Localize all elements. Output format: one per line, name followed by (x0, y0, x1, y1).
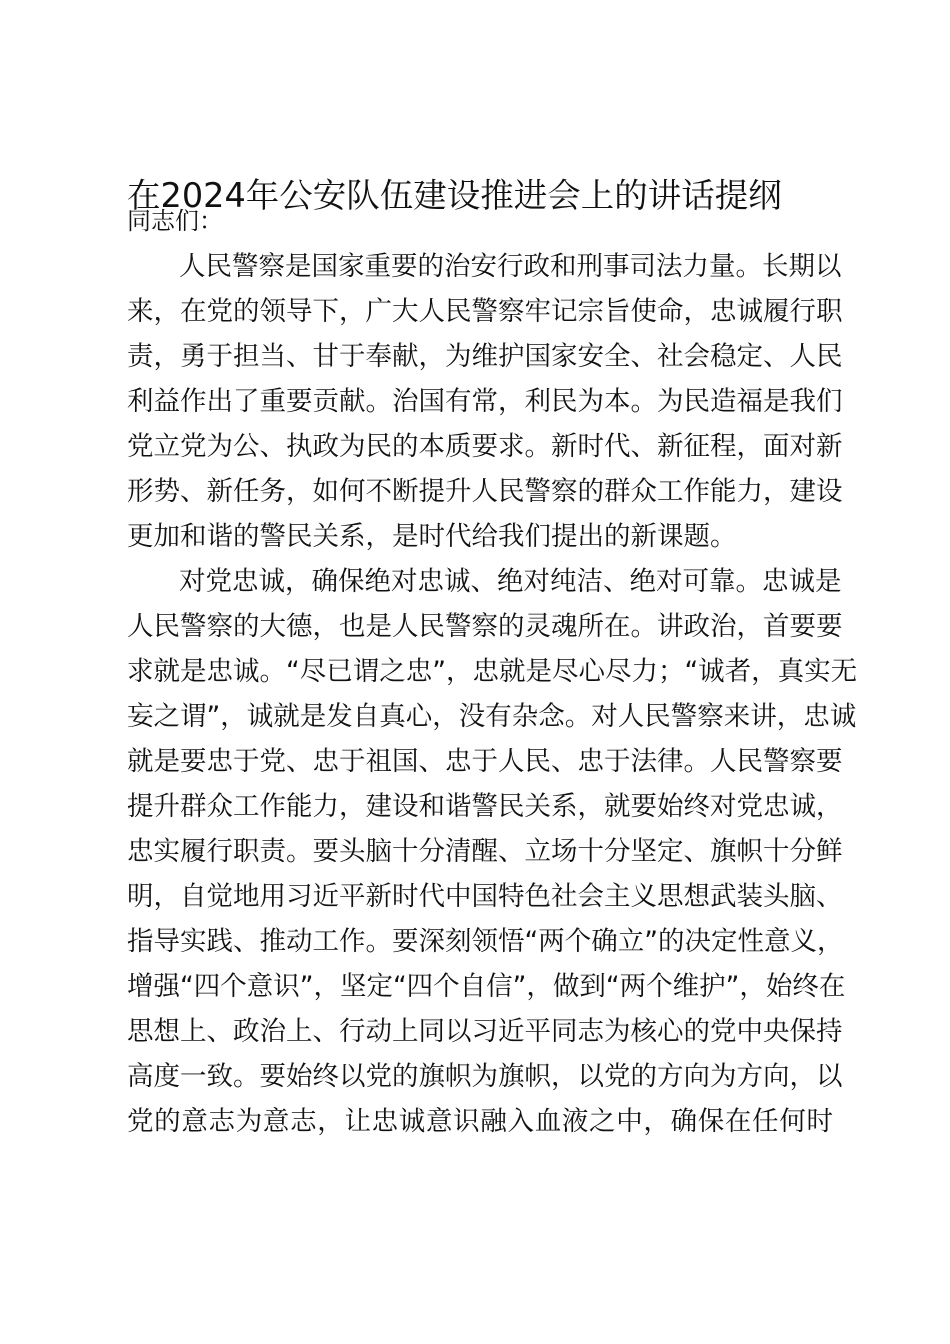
paragraph-1 (127, 244, 843, 559)
document-body (127, 199, 858, 1144)
text-line: 更加和谐的警民关系，是时代给我们提出的新课题。 (127, 521, 737, 552)
paragraph-2 (127, 559, 858, 1144)
salutation: 同志们： (127, 207, 223, 235)
text-line: 忠实履行职责。要头脑十分清醒、立场十分坚定、旗帜十分鲜 (127, 836, 843, 867)
text-line: 妄之谓”，诚就是发自真心，没有杂念。对人民警察来讲，忠诚 (127, 701, 857, 732)
text-line: 人民警察是国家重要的治安行政和刑事司法力量。长期以 (179, 251, 842, 282)
text-line: 人民警察的大德，也是人民警察的灵魂所在。讲政治，首要要 (127, 611, 843, 642)
text-line: 增强“四个意识”，坚定“四个自信”，做到“两个维护”，始终在 (127, 971, 846, 1002)
text-line: 高度一致。要始终以党的旗帜为旗帜，以党的方向为方向，以 (127, 1061, 843, 1092)
text-line: 党的意志为意志，让忠诚意识融入血液之中，确保在任何时 (127, 1106, 833, 1137)
text-line: 党立党为公、执政为民的本质要求。新时代、新征程，面对新 (127, 431, 843, 462)
text-line: 求就是忠诚。“尽已谓之忠”，忠就是尽心尽力；“诚者，真实无 (127, 656, 858, 687)
text-line: 责，勇于担当、甘于奉献，为维护国家安全、社会稳定、人民 (127, 341, 843, 372)
text-line: 思想上、政治上、行动上同以习近平同志为核心的党中央保持 (127, 1016, 843, 1047)
text-line: 就是要忠于党、忠于祖国、忠于人民、忠于法律。人民警察要 (127, 746, 843, 777)
document-title: 在2024年公安队伍建设推进会上的讲话提纲 (127, 176, 782, 215)
text-line: 提升群众工作能力，建设和谐警民关系，就要始终对党忠诚， (127, 791, 843, 822)
text-line: 指导实践、推动工作。要深刻领悟“两个确立”的决定性意义， (127, 926, 844, 957)
text-line: 明，自觉地用习近平新时代中国特色社会主义思想武装头脑、 (127, 881, 843, 912)
text-line: 对党忠诚，确保绝对忠诚、绝对纯洁、绝对可靠。忠诚是 (179, 566, 842, 597)
text-line: 形势、新任务，如何不断提升人民警察的群众工作能力，建设 (127, 476, 843, 507)
text-line: 来，在党的领导下，广大人民警察牢记宗旨使命，忠诚履行职 (127, 296, 843, 327)
text-line: 利益作出了重要贡献。治国有常，利民为本。为民造福是我们 (127, 386, 843, 417)
